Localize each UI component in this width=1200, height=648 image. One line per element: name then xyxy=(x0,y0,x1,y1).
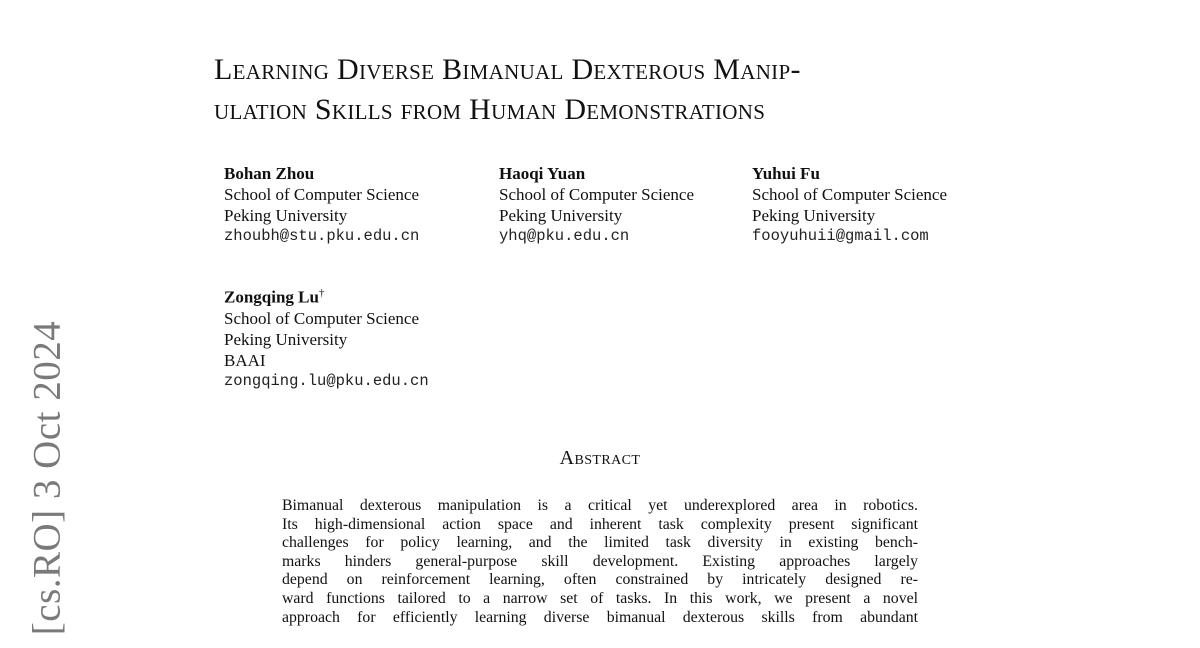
author-email[interactable]: zongqing.lu@pku.edu.cn xyxy=(224,371,429,390)
author-block-3 xyxy=(752,163,947,247)
author-block-2 xyxy=(499,163,694,247)
abstract-line: ward functions tailored to a narrow set of tasks. In this work, we present a novel xyxy=(282,589,918,607)
paper-title xyxy=(214,50,1014,130)
author-email[interactable]: zhoubh@stu.pku.edu.cn xyxy=(224,227,420,245)
author-affiliation: School of Computer Science xyxy=(224,185,419,204)
abstract-line: marks hinders general-purpose skill development. Existing approaches largely xyxy=(282,552,918,570)
author-affiliation: Peking University xyxy=(752,206,876,225)
author-affiliation: Peking University xyxy=(224,329,348,349)
abstract-line: approach for efficiently learning diverse bimanual dexterous skills from abundant xyxy=(282,608,918,626)
author-affiliation: BAAI xyxy=(224,350,266,370)
author-name: Zongqing Lu† xyxy=(224,287,325,307)
author-affiliation: Peking University xyxy=(224,206,348,225)
author-affiliation: School of Computer Science xyxy=(499,185,694,204)
author-name: Bohan Zhou xyxy=(224,164,315,183)
arxiv-stamp-text: [cs.RO] 3 Oct 2024 xyxy=(25,320,69,636)
author-affiliation: School of Computer Science xyxy=(752,185,947,204)
author-affiliation: Peking University xyxy=(499,206,623,225)
author-email[interactable]: yhq@pku.edu.cn xyxy=(499,227,630,245)
abstract-heading: Abstract xyxy=(559,447,641,469)
abstract-line: depend on reinforcement learning, often constrained by intricately designed re- xyxy=(282,571,918,589)
author-email[interactable]: fooyuhuii@gmail.com xyxy=(752,227,929,245)
abstract-body xyxy=(282,497,918,627)
abstract-line: Its high-dimensional action space and inherent task complexity present significant xyxy=(282,515,918,533)
author-name: Haoqi Yuan xyxy=(499,164,586,183)
abstract-line: challenges for policy learning, and the limited task diversity in existing bench- xyxy=(282,534,918,552)
corresponding-author-mark: † xyxy=(318,287,325,299)
abstract-line: Bimanual dexterous manipulation is a critical yet underexplored area in robotics. xyxy=(282,497,918,514)
paper-title-line-1: Learning Diverse Bimanual Dexterous Manip- xyxy=(214,53,801,86)
author-affiliation: School of Computer Science xyxy=(224,308,419,328)
author-name: Yuhui Fu xyxy=(752,164,820,183)
author-block-1 xyxy=(224,163,419,247)
author-block-4 xyxy=(224,283,429,392)
arxiv-identifier-stamp xyxy=(18,318,76,638)
paper-title-line-2: ulation Skills from Human Demonstrations xyxy=(214,93,766,126)
